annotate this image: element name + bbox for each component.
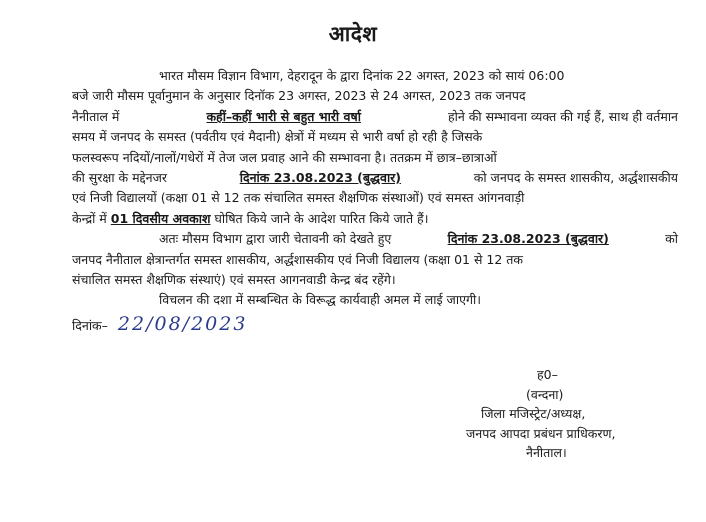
p1-l6-pre: की सुरक्षा के मद्देनजर: [72, 170, 167, 186]
paragraph-3: विचलन की दशा में सम्बन्धित के विरूद्ध कार्यवाही अमल में लाई जाएगी।: [159, 292, 481, 308]
holiday-date: दिनांक 23.08.2023 (बुद्धवार): [239, 170, 402, 186]
signatory-name: (वन्दना): [526, 386, 564, 402]
p2-line-3: संचालित समस्त शैक्षणिक संस्थाएं) एवं समस्त आगनवाडी केन्द्र बंद रहेंगे।: [72, 272, 396, 288]
handwritten-date: 22/08/2023: [117, 312, 248, 335]
p1-line-8: [72, 209, 678, 229]
paragraph-2: [72, 229, 678, 290]
heavy-rain-warning: कहीं–कहीं भारी से बहुत भारी वर्षा: [206, 108, 361, 124]
p1-l8-pre: केन्द्रों में: [72, 210, 107, 226]
p1-line-3: [72, 107, 678, 127]
date-label: दिनांक–: [72, 317, 108, 333]
p2-line-1: [72, 229, 678, 249]
date-line: [72, 314, 678, 336]
p2-l1-pre: अतः मौसम विभाग द्वारा जारी चेतावनी को देखते हुए: [159, 231, 392, 247]
p1-line-2: बजे जारी मौसम पूर्वानुमान के अनुसार दिनॉक 23 अगस्त, 2023 से 24 अगस्त, 2023 तक जनपद: [72, 88, 526, 104]
signed-mark: ह0–: [537, 367, 558, 382]
p1-l3-post: होने की सम्भावना व्यक्त की गई हैं, साथ ही वर्तमान: [447, 108, 678, 124]
p1-l6-post: को जनपद के समस्त शासकीय, अर्द्धशासकीय: [473, 170, 678, 186]
p2-line-2: जनपद नैनीताल क्षेत्रान्तर्गत समस्त शासकीय, अर्द्धशासकीय एवं निजी विद्यालय (कक्षा 01 से 12 तक: [72, 251, 524, 267]
closure-date: दिनांक 23.08.2023 (बुद्धवार): [447, 231, 609, 247]
p1-line-6: [72, 168, 678, 188]
signatory-place: नैनीताल।: [526, 445, 567, 461]
p1-l3-pre: नैनीताल में: [72, 108, 120, 124]
signatory-designation: जिला मजिस्ट्रेट/अध्यक्ष,: [481, 406, 586, 422]
p1-line-7: एवं निजी विद्यालयों (कक्षा 01 से 12 तक संचालित समस्त शैक्षणिक संस्थाओं) एवं समस्त आंगनवाड़ी: [72, 190, 525, 206]
p1-line-4: समय में जनपद के समस्त (पर्वतीय एवं मैदानी) क्षेत्रों में मध्यम से भारी वर्षा हो रही है जिसके: [72, 129, 483, 145]
p1-l8-post: घोषित किये जाने के आदेश पारित किये जाते हैं।: [214, 210, 429, 226]
p2-l1-post: को: [665, 231, 678, 247]
p1-line-5: फलस्वरूप नदियों/नालों/गधेरों में तेज जल प्रवाह आने की सम्भावना है। ततक्रम में छात्र–छात्राओं: [72, 149, 497, 165]
paragraph-1: [72, 66, 678, 229]
signatory-authority: जनपद आपदा प्रबंधन प्राधिकरण,: [466, 425, 616, 441]
p1-line-1: भारत मौसम विज्ञान विभाग, देहरादून के द्वारा दिनांक 22 अगस्त, 2023 को सायं 06:00: [159, 68, 565, 83]
one-day-holiday: 01 दिवसीय अवकाश: [110, 210, 211, 226]
document-title: आदेश: [328, 22, 378, 46]
document-body: [72, 66, 678, 336]
signature-block: [466, 365, 616, 463]
